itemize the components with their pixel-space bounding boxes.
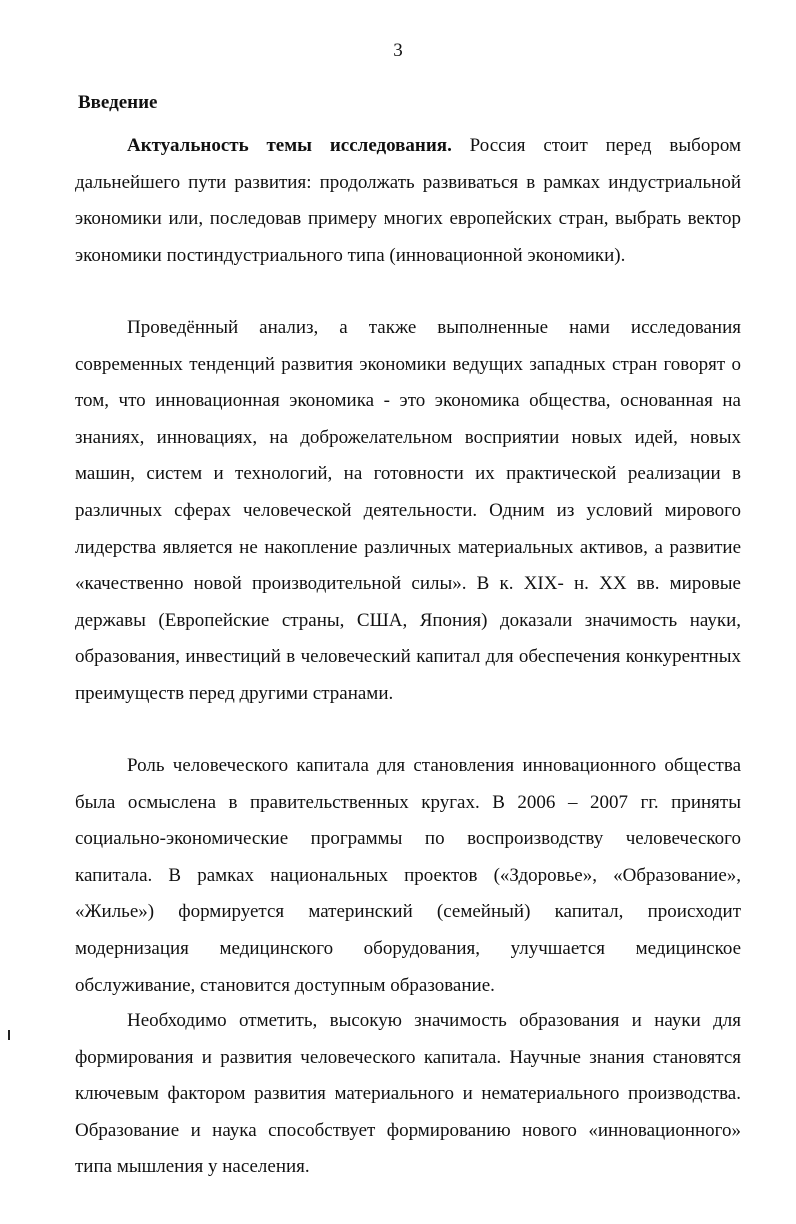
paragraph-text: Россия стоит перед выбором дальнейшего пути развития: продолжать развиваться в рамках индустриальной экономики или, последовав примеру многих европейских стран, выбрать вектор экономики постиндустриального типа (инновационной экономики). [75, 135, 741, 266]
paragraph-human-capital [75, 748, 741, 1004]
section-heading: Введение [78, 92, 158, 113]
paragraph-text: Проведённый анализ, а также выполненные нами исследования современных тенденций развития экономики ведущих западных стран говорят о том, что инновационная экономика - это экономика общества, основанная на знаниях, инновациях, на доброжелательном восприятии новых идей, новых машин, систем и технологий, на готовности их практической реализации в различных сферах человеческой деятельности. Одним из условий мирового лидерства является не накопление различных материальных активов, а развитие «качественно новой производительной силы». В к. XIX- н. XX вв. мировые державы (Европейские страны, США, Япония) доказали значимость науки, образования, инвестиций в человеческий капитал для обеспечения конкурентных преимуществ перед другими странами. [75, 317, 741, 704]
page-number: 3 [393, 40, 403, 61]
margin-mark [8, 1030, 10, 1040]
paragraph-lead: Актуальность темы исследования. [127, 135, 452, 156]
paragraph-text: Необходимо отметить, высокую значимость образования и науки для формирования и развития человеческого капитала. Научные знания становятся ключевым фактором развития материального и нематериального производства. Образование и наука способствует формированию нового «инновационного» типа мышления у населения. [75, 1010, 741, 1178]
paragraph-analysis [75, 310, 741, 713]
paragraph-relevance [75, 128, 741, 274]
paragraph-education-science [75, 1003, 741, 1186]
paragraph-text: Роль человеческого капитала для становления инновационного общества была осмыслена в правительственных кругах. В 2006 – 2007 гг. приняты социально-экономические программы по воспроизводству человеческого капитала. В рамках национальных проектов («Здоровье», «Образование», «Жилье») формируется материнский (семейный) капитал, происходит модернизация медицинского оборудования, улучшается медицинское обслуживание, становится доступным образование. [75, 755, 741, 996]
